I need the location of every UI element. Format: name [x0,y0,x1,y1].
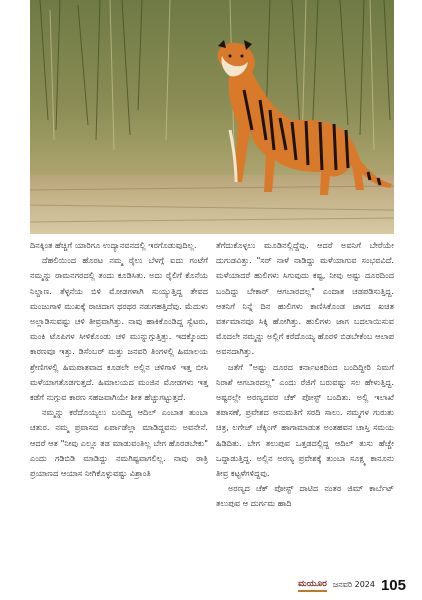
article-column-left [30,238,208,481]
paragraph: ತೆಗೆದುಕೊಳ್ಳಲು ಮೂಡಿನಲ್ಲಿದ್ದೆವು. ಆದರೆ ಅವನಿಗೆ ಬೇರೆಯೇ ದುಗುಡವಿತ್ತು. "ಸರ್ ನಾಳೆ ನಾಡಿದ್ದು ಮಳೆಯಾಗುವ ಸಂಭವವಿದೆ. ಮಳೆಯಾದರೆ ಹುಲಿಗಳು ಸಿಗುವುದು ಕಷ್ಟ, ನೀವು ಅಷ್ಟು ದೂರದಿಂದ ಬಂದಿದ್ದು ಬೇಕಾರ್ ಆಗಬಾರದಲ್ಲ" ಎಂದಾತ ಚಡಪಡಿಸುತ್ತಿದ್ದ. ಆತನಿಗೆ ನಿನ್ನೆ ದಿನ ಹುಲಿಗಳು ಕಾಣಿಸಿಕೊಂಡ ಜಾಗದ ಖಚಿತ ವರ್ತಮಾನವೂ ಸಿಕ್ಕಿ ಹೋಗಿತ್ತು. ಹುಲಿಗಳು ಜಾಗ ಬದಲಾಯಿಸುವ ಮೊದಲೇ ನಮ್ಮನ್ನು ಅಲ್ಲಿಗೆ ಕರೆದೊಯ್ಯ ಹೊರಳಿ ಬಿಡಬೇಕೆಂಬ ಆಲಾಪ ಅವನದಾಗಿತ್ತು. [216,240,394,357]
paragraph: ದೆಹಲಿಯಿಂದ ಹೊರಟ ನಮ್ಮ ರೈಲು ಬೆಳಗ್ಗೆ ಐದು ಗಂಟೆಗೆ ನಮ್ಮನ್ನು ರಾಮನಗರದಲ್ಲಿ ತಂದು ಕೂಡಿಸಿತು. ಅದು ರೈಲಿಗೆ ಕೊನೆಯ ನಿಲ್ದಾಣ. ತೆಳ್ಳನೆಯ ಬಿಳಿ ಮೋಡಗಳಾಗಿ ಸುಯ್ಯುತ್ತಿದ್ದ ತೇವದ ಮಂಜುಗಾಳಿ ಮುಖಕ್ಕೆ ರಾಚಿದಾಗ ಥರಥರ ನಡುಗಹತ್ತಿದೆವು. ಮೆದುಳು ಅಲ್ಲಾಡಿಸುವಷ್ಟು ಚಳಿ ತೀವ್ರವಾಗಿತ್ತು. ನಾವು ಹಾಕಿಕೊಂಡಿದ್ದ ಸ್ವೆಟರು, ಮಂಕಿ ಟೊಪಿಗಳ ಸೀಳಿಕೊಂಡು ಚಳಿ ಮುನ್ನುಗ್ಗುತ್ತಿತ್ತು. ಇದಕ್ಕೊಂದು ಕಾರಣವೂ ಇತ್ತು. ಡಿಸೆಂಬರ್ ಮತ್ತು ಜನವರಿ ತಿಂಗಳಲ್ಲಿ ಹಿಮಾಲಯ ಶ್ರೇಣಿಗಳಲ್ಲಿ ಹಿಮಪಾತವಾದ ಕೂಡಲೇ ಅಲ್ಲಿನ ಚಳಿಗಾಳಿ ಇತ್ತ ಬೀಸಿ ಮಳೆಯಾಗತೊಡಗುತ್ತದೆ. ಹಿಮಾಲಯದ ಮಂಜಿನ ಮೋಡಗಳು ಇತ್ತ ಕಡೆಗೆ ನುಗ್ಗುವ ಕಾರಣ ಸಹಜವಾಗಿಯೇ ಶೀತ ಹೆಚ್ಚುಗಟ್ಟುತ್ತದೆ. [30,255,208,403]
tiger-photo [30,0,394,234]
article-column-right [216,238,394,512]
paragraph: ನಮ್ಮನ್ನು ಕರೆದೊಯ್ಯಲು ಬಂದಿದ್ದ ಆದಿಲ್ ಎಂಬಾತ ತುಂಬಾ ಚತುರ. ನಮ್ಮ ಪ್ರವಾಸದ ಏರ್ಪಾಡೆಲ್ಲಾ ಮಾಡಿದ್ದವನು ಅವನೇನೆ. ಆದರೆ ಆತ "ನೀವು ಎಲ್ಲೂ ತಡ ಮಾಡುವಂತಿಲ್ಲ ಬೇಗ ಹೊರಡಬೇಕು" ಎಂದು ಗಡಿಬಿಡಿ ಮಾಡಿದ್ದು ನಮಗಿಷ್ಟವಾಗಲಿಲ್ಲ. ನಾವು ರಾತ್ರಿ ಪ್ರಯಾಣದ ಆಯಾಸ ನೀಗಿಕೊಳ್ಳುವಷ್ಟು ವಿಶ್ರಾಂತಿ [30,407,208,479]
magazine-name: ಮಯೂರ [298,579,327,592]
issue-date: ಜನವರಿ 2024 [332,580,375,589]
paragraph: ಜತೆಗೆ "ಅಷ್ಟು ದೂರದ ಕರ್ನಾಟಕದಿಂದ ಬಂದಿದ್ದೀರಿ ನಿಮಗೆ ನಿರಾಶೆ ಆಗಬಾರದಲ್ಲ" ಎಂದು ರೆಜಿಗೆ ಬರುವಷ್ಟು ಸಲ ಹೇಳುತ್ತಿದ್ದ. ಅಷ್ಟರಲ್ಲೇ ಅರಣ್ಯದವರ ಚೆಕ್ ಪೋಸ್ಟ್ ಬಂದಿತು. ಅಲ್ಲಿ ಇಲಾಖೆ ತಪಾಸಣೆ, ಪ್ರವೇಶದ ಅನುಮತಿಗೆ ಸರದಿ ಸಾಲು. ನಮ್ಮಗಳ ಗುರುತು ಚಿತ್ರ, ಲಗೇಜ್ ಚೆಕ್ಕಿಂಗ್ ಹಾಗಾಮಾಡುತ ಅಂತಹವನ ಚಾಸ್ತಿ ಸಮಯ ಹಿಡಿದಿತು. ಬೇಗ ತಲುಪುವ ಒತ್ತಡದಲ್ಲಿದ್ದ ಆದಿಲ್ ತುಸು ಹೆಚ್ಚೇ ಒದ್ದಾಡುತ್ತಿದ್ದ. ಅಲ್ಲಿನ ಅರಣ್ಯ ಪ್ರವೇಶಕ್ಕೆ ತುಂಬಾ ಸೂಕ್ಷ್ಮ ಕಾನೂನು ತೀವ್ರ ಕಟ್ಟಳೆಗಳಿದ್ದವು. [216,361,394,479]
page-number: 105 [380,576,406,594]
paragraph: ದಿನಕ್ಕಿಂತ ಹೆಚ್ಚಿಗೆ ಯಾರಿಗೂ ಉದ್ಯಾನವನದಲ್ಲಿ ಇರಗೊಡುವುದಿಲ್ಲ. [30,240,197,250]
paragraph: ಅರಣ್ಯದ ಚೆಕ್ ಪೋಸ್ಟ್ ದಾಟಿದ ನಂತರ ಜಿಮ್ ಕಾರ್ಬೆಟ್ ತಲುಪುವ ಆ ದುರ್ಗಮ ಹಾದಿ [216,483,394,509]
page-footer [216,576,406,594]
